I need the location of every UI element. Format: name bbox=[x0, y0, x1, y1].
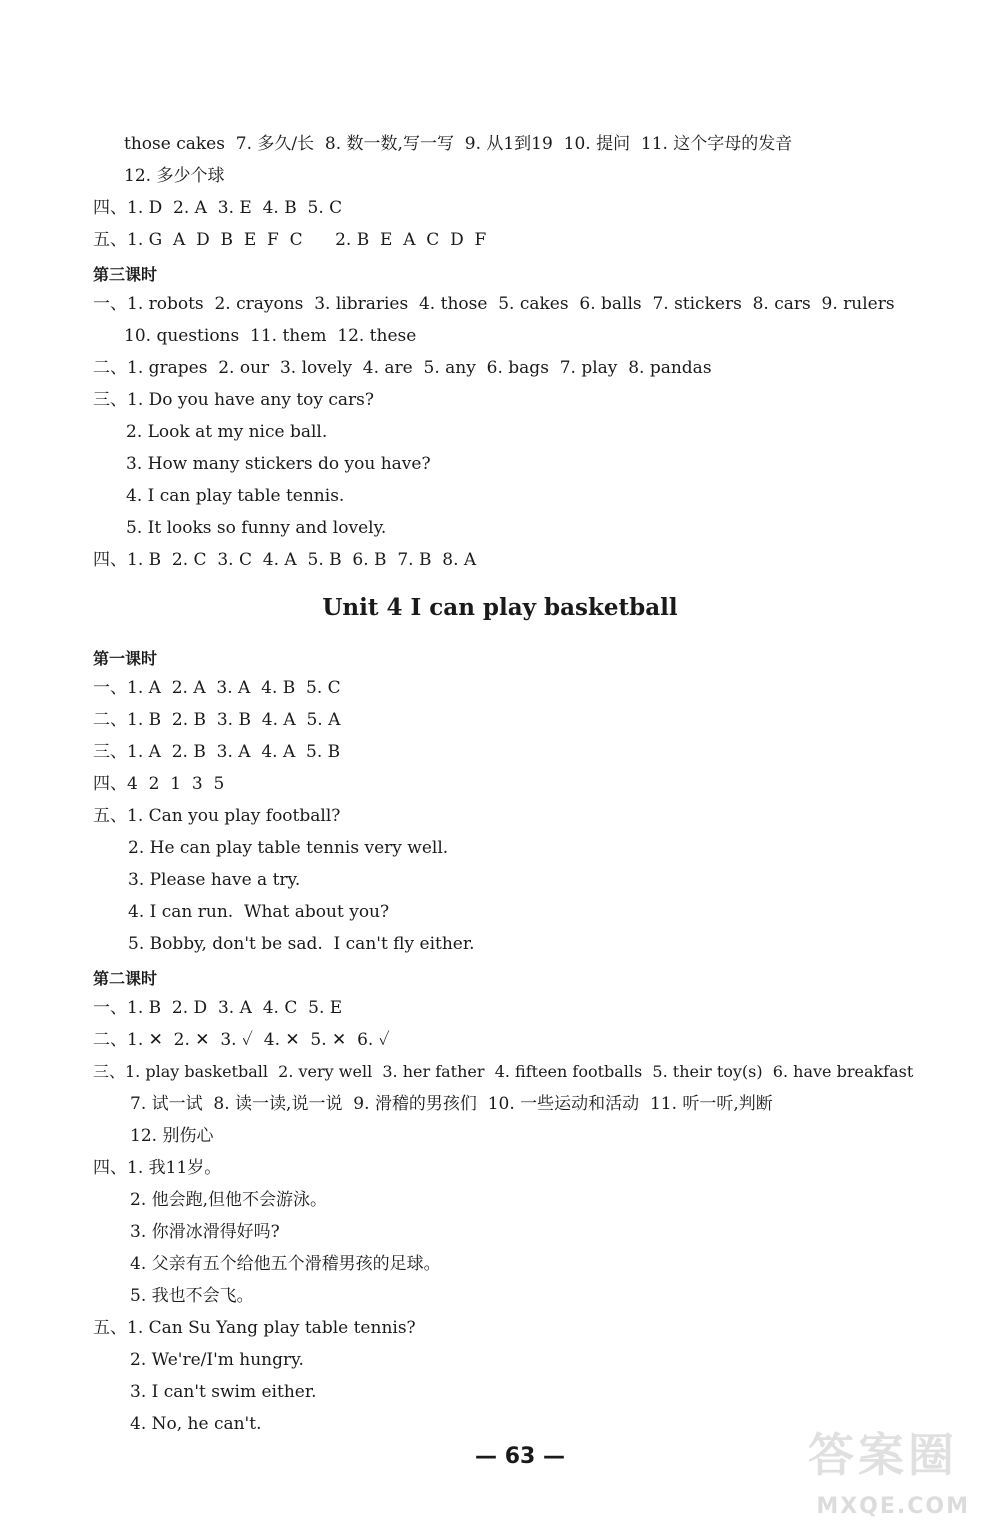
answer-line: 五、1. Can you play football? bbox=[93, 806, 341, 826]
answer-line: 2. We're/I'm hungry. bbox=[130, 1350, 304, 1370]
answer-line: 3. Please have a try. bbox=[128, 870, 301, 890]
answer-line: 四、1. D 2. A 3. E 4. B 5. C bbox=[93, 198, 343, 218]
answer-line: 四、1. 我11岁。 bbox=[93, 1158, 222, 1178]
answer-line: 二、1. B 2. B 3. B 4. A 5. A bbox=[93, 710, 341, 730]
section-heading: 第二课时 bbox=[93, 969, 158, 988]
answer-line: 一、1. B 2. D 3. A 4. C 5. E bbox=[93, 998, 343, 1018]
answer-line: 2. He can play table tennis very well. bbox=[128, 838, 449, 858]
answer-line: 3. 你滑冰滑得好吗? bbox=[130, 1222, 280, 1242]
answer-line: 2. Look at my nice ball. bbox=[126, 422, 328, 442]
answer-line: 3. I can't swim either. bbox=[130, 1382, 317, 1402]
answer-line: 5. Bobby, don't be sad. I can't fly either. bbox=[128, 934, 475, 954]
answer-line: 5. 我也不会飞。 bbox=[130, 1286, 254, 1306]
answer-line: 5. It looks so funny and lovely. bbox=[126, 518, 387, 538]
answer-line: 二、1. grapes 2. our 3. lovely 4. are 5. any 6. bags 7. play 8. pandas bbox=[93, 358, 712, 378]
answer-line: 4. 父亲有五个给他五个滑稽男孩的足球。 bbox=[130, 1254, 441, 1274]
watermark-logo bbox=[778, 1419, 978, 1519]
answer-line: 3. How many stickers do you have? bbox=[126, 454, 431, 474]
answer-line: 四、1. B 2. C 3. C 4. A 5. B 6. B 7. B 8. A bbox=[93, 550, 477, 570]
answer-line: 2. 他会跑,但他不会游泳。 bbox=[130, 1190, 328, 1210]
watermark-url: MXQE.COM bbox=[816, 1494, 970, 1519]
section-heading: 第一课时 bbox=[93, 649, 158, 668]
answer-line: those cakes 7. 多久/长 8. 数一数,写一写 9. 从1到19 10. 提问 11. 这个字母的发音 bbox=[124, 134, 793, 154]
answer-line: 一、1. robots 2. crayons 3. libraries 4. those 5. cakes 6. balls 7. stickers 8. cars 9. rulers bbox=[93, 294, 895, 314]
unit-title: Unit 4 I can play basketball bbox=[322, 594, 678, 621]
section-heading: 第三课时 bbox=[93, 265, 158, 284]
page-number: — 63 — bbox=[475, 1444, 565, 1469]
answer-line: 五、1. Can Su Yang play table tennis? bbox=[93, 1318, 416, 1338]
answer-line: 7. 试一试 8. 读一读,说一说 9. 滑稽的男孩们 10. 一些运动和活动 11. 听一听,判断 bbox=[130, 1094, 773, 1114]
answer-line: 三、1. Do you have any toy cars? bbox=[93, 390, 375, 410]
answer-line: 一、1. A 2. A 3. A 4. B 5. C bbox=[93, 678, 341, 698]
answer-line: 4. I can play table tennis. bbox=[126, 486, 345, 506]
answer-line: 12. 多少个球 bbox=[124, 166, 225, 186]
answer-line: 三、1. play basketball 2. very well 3. her father 4. fifteen footballs 5. their toy(s) 6. have breakfast bbox=[93, 1062, 914, 1081]
answer-line: 12. 别伤心 bbox=[130, 1126, 214, 1146]
answer-line: 四、4 2 1 3 5 bbox=[93, 774, 225, 794]
answer-line: 五、1. G A D B E F C 2. B E A C D F bbox=[93, 230, 487, 250]
answer-line: 10. questions 11. them 12. these bbox=[124, 326, 417, 346]
answer-line: 二、1. ✕ 2. ✕ 3. ✓ 4. ✕ 5. ✕ 6. ✓ bbox=[93, 1030, 390, 1050]
answer-line: 4. No, he can't. bbox=[130, 1414, 262, 1434]
answer-line: 4. I can run. What about you? bbox=[128, 902, 390, 922]
watermark-text: 答案圈 bbox=[808, 1428, 958, 1482]
answer-line: 三、1. A 2. B 3. A 4. A 5. B bbox=[93, 742, 341, 762]
